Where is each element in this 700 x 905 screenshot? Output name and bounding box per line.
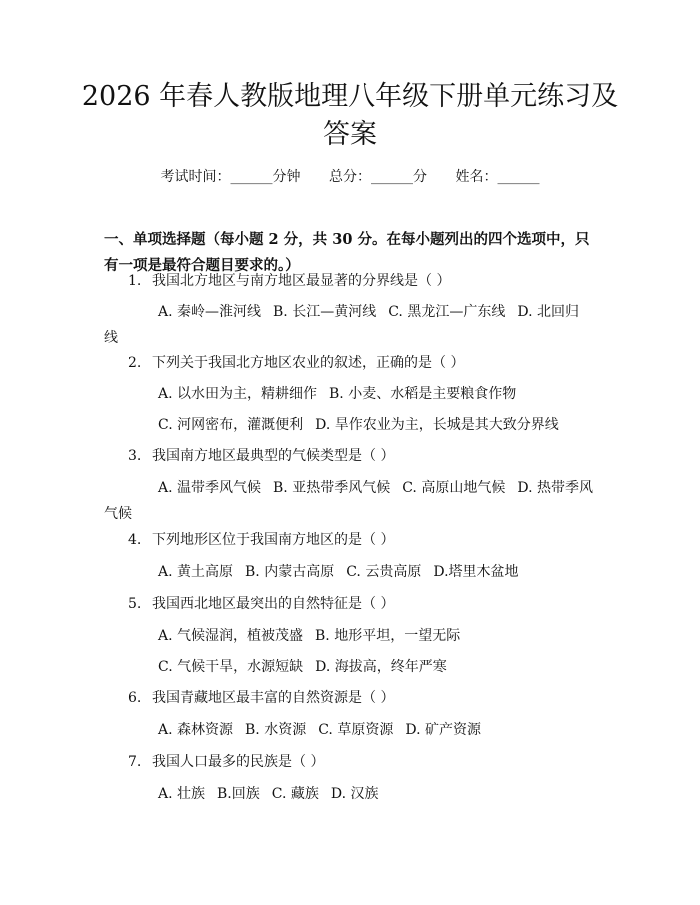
option-c: C. 高原山地气候 <box>402 480 506 496</box>
question-number: 1. <box>128 273 142 289</box>
question-1 <box>104 268 600 294</box>
question-number: 6. <box>128 690 142 706</box>
question-stem: 我国北方地区与南方地区最显著的分界线是（ ） <box>152 273 451 289</box>
option-c: C. 草原资源 <box>318 722 394 738</box>
question-4-options-line-1 <box>104 559 600 585</box>
title-line-2: 答案 <box>323 119 377 150</box>
question-1-options-line-1 <box>104 299 600 351</box>
option-b: B. 地形平坦，一望无际 <box>315 628 461 644</box>
question-3 <box>104 443 600 469</box>
title-line-1: 2026 年春人教版地理八年级下册单元练习及 <box>81 81 619 112</box>
exam-score: 总分：______分 <box>329 169 427 185</box>
question-stem: 下列地形区位于我国南方地区的是（ ） <box>152 532 395 548</box>
option-d: D. 北回归线 <box>104 304 579 346</box>
option-a: A. 温带季风气候 <box>158 480 262 496</box>
option-b: B. 长江—黄河线 <box>273 304 377 320</box>
option-a: A. 气候湿润，植被茂盛 <box>158 628 304 644</box>
question-7 <box>104 749 600 775</box>
question-stem: 下列关于我国北方地区农业的叙述，正确的是（ ） <box>152 355 465 371</box>
question-stem: 我国南方地区最典型的气候类型是（ ） <box>152 448 395 464</box>
option-b: B.回族 <box>217 786 260 802</box>
option-a: A. 壮族 <box>158 786 206 802</box>
option-b: B. 水资源 <box>245 722 307 738</box>
option-d: D. 热带季风气候 <box>104 480 593 522</box>
question-5-options-line-1 <box>104 623 600 649</box>
question-5-options-line-2 <box>104 654 600 680</box>
option-b: B. 小麦、水稻是主要粮食作物 <box>329 386 517 402</box>
option-a: A. 黄土高原 <box>158 564 234 580</box>
option-d: D.塔里木盆地 <box>433 564 519 580</box>
student-name: 姓名：______ <box>455 169 540 185</box>
question-6-options-line-1 <box>104 717 600 743</box>
option-c: C. 气候干旱，水源短缺 <box>158 659 304 675</box>
question-stem: 我国西北地区最突出的自然特征是（ ） <box>152 596 395 612</box>
question-number: 3. <box>128 448 142 464</box>
document-title <box>70 78 630 154</box>
exam-info <box>0 166 700 188</box>
option-c: C. 河网密布，灌溉便利 <box>158 417 304 433</box>
option-c: C. 黑龙江—广东线 <box>388 304 506 320</box>
exam-time: 考试时间：______分钟 <box>160 169 301 185</box>
question-3-options-line-1 <box>104 475 600 527</box>
question-number: 5. <box>128 596 142 612</box>
question-4 <box>104 527 600 553</box>
question-5 <box>104 591 600 617</box>
question-2-options-line-1 <box>104 381 600 407</box>
question-stem: 我国青藏地区最丰富的自然资源是（ ） <box>152 690 395 706</box>
question-number: 7. <box>128 754 142 770</box>
question-2 <box>104 350 600 376</box>
option-b: B. 内蒙古高原 <box>245 564 335 580</box>
option-d: D. 海拔高，终年严寒 <box>315 659 447 675</box>
question-stem: 我国人口最多的民族是（ ） <box>152 754 325 770</box>
option-c: C. 云贵高原 <box>346 564 422 580</box>
option-b: B. 亚热带季风气候 <box>273 480 391 496</box>
option-d: D. 矿产资源 <box>405 722 481 738</box>
option-a: A. 以水田为主，精耕细作 <box>158 386 318 402</box>
option-a: A. 森林资源 <box>158 722 234 738</box>
section-heading: 一、单项选择题（每小题 2 分，共 30 分。在每小题列出的四个选项中，只有一项是最符合题目要求的。） <box>104 231 590 274</box>
option-d: D. 汉族 <box>330 786 379 802</box>
question-2-options-line-2 <box>104 412 600 438</box>
option-d: D. 旱作农业为主，长城是其大致分界线 <box>315 417 559 433</box>
question-number: 4. <box>128 532 142 548</box>
question-number: 2. <box>128 355 142 371</box>
option-c: C. 藏族 <box>271 786 319 802</box>
question-6 <box>104 685 600 711</box>
option-a: A. 秦岭—淮河线 <box>158 304 262 320</box>
question-7-options-line-1 <box>104 781 600 807</box>
